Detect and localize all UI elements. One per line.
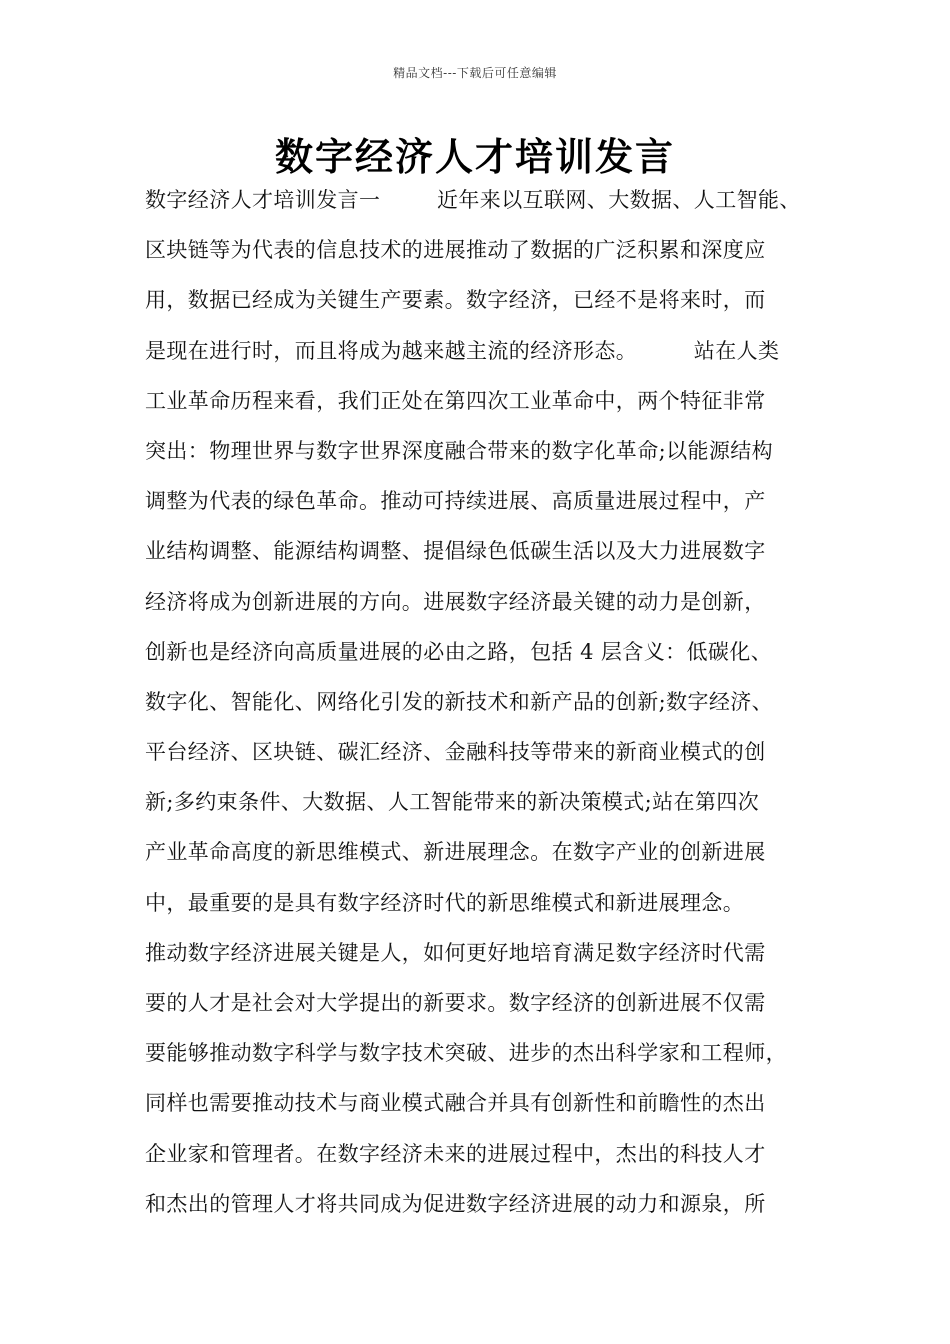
document-body [145,182,835,1236]
body-line: 数字化、智能化、网络化引发的新技术和新产品的创新;数字经济、 [145,689,774,714]
body-line: 数字经济人才培训发言一 近年来以互联网、大数据、人工智能、 [145,188,801,212]
body-line: 突出：物理世界与数字世界深度融合带来的数字化革命;以能源结构 [145,438,774,463]
body-line: 中，最重要的是具有数字经济时代的新思维模式和新进展理念。 [145,890,745,915]
body-line: 区块链等为代表的信息技术的进展推动了数据的广泛积累和深度应 [145,238,766,263]
body-line: 同样也需要推动技术与商业模式融合并具有创新性和前瞻性的杰出 [145,1091,766,1116]
body-line: 工业革命历程来看，我们正处在第四次工业革命中，两个特征非常 [145,388,766,413]
body-line: 企业家和管理者。在数字经济未来的进展过程中，杰出的科技人才 [145,1141,766,1166]
body-line: 要能够推动数字科学与数字技术突破、进步的杰出科学家和工程师， [145,1041,787,1066]
body-line: 创新也是经济向高质量进展的必由之路，包括 4 层含义：低碳化、 [145,639,773,664]
body-line: 是现在进行时，而且将成为越来越主流的经济形态。 站在人类 [145,338,780,363]
body-line: 新;多约束条件、大数据、人工智能带来的新决策模式;站在第四次 [145,790,760,815]
body-line: 平台经济、区块链、碳汇经济、金融科技等带来的新商业模式的创 [145,740,766,765]
body-line: 用，数据已经成为关键生产要素。数字经济，已经不是将来时，而 [145,288,766,313]
body-line: 推动数字经济进展关键是人，如何更好地培育满足数字经济时代需 [145,940,766,965]
body-line: 和杰出的管理人才将共同成为促进数字经济进展的动力和源泉，所 [145,1191,766,1216]
document-title: 数字经济人才培训发言 [274,134,675,179]
body-line: 经济将成为创新进展的方向。进展数字经济最关键的动力是创新， [145,589,766,614]
body-line: 要的人才是社会对大学提出的新要求。数字经济的创新进展不仅需 [145,991,766,1015]
body-line: 产业革命高度的新思维模式、新进展理念。在数字产业的创新进展 [145,840,766,865]
body-line: 调整为代表的绿色革命。推动可持续进展、高质量进展过程中，产 [145,489,766,514]
header-note: 精品文档---下载后可任意编辑 [393,66,557,80]
body-line: 业结构调整、能源结构调整、提倡绿色低碳生活以及大力进展数字 [145,539,766,564]
